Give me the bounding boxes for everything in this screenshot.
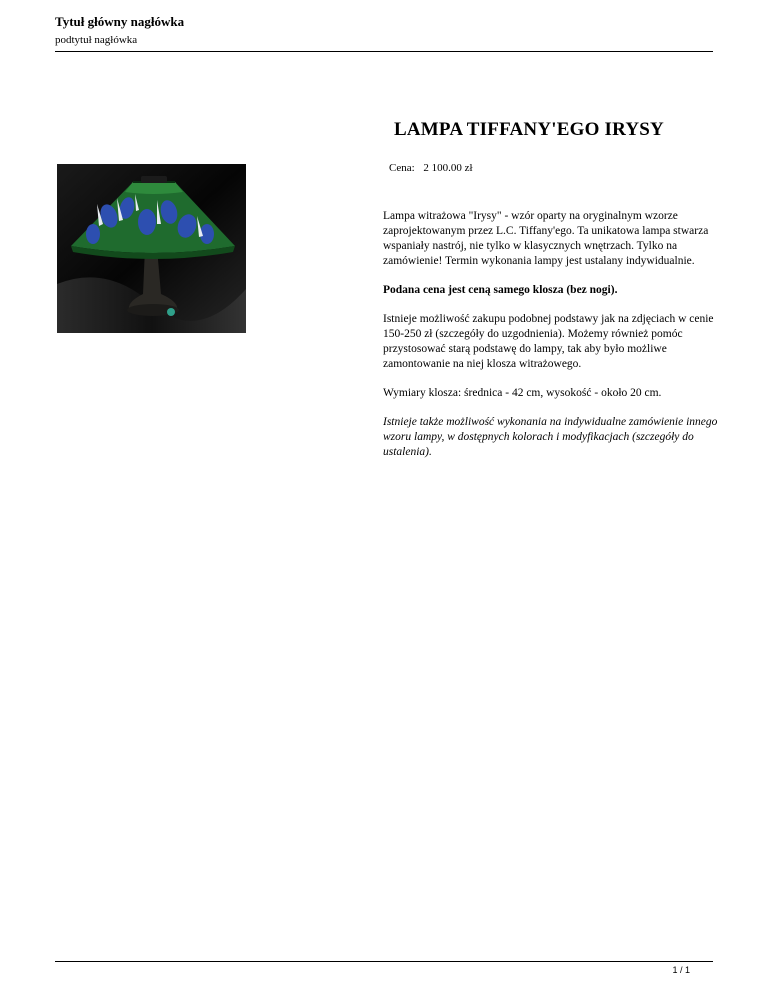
product-image bbox=[57, 164, 246, 333]
footer-divider bbox=[55, 961, 713, 962]
page-number: 1 / 1 bbox=[672, 965, 690, 975]
price-value: 2 100.00 zł bbox=[423, 162, 473, 174]
header-title: Tytuł główny nagłówka bbox=[55, 14, 185, 29]
dimensions-paragraph: Wymiary klosza: średnica - 42 cm, wysokość - około 20 cm. bbox=[383, 387, 662, 399]
product-description bbox=[383, 209, 718, 474]
header-subtitle: podtytuł nagłówka bbox=[55, 34, 138, 46]
price-note: Podana cena jest ceną samego klosza (bez nogi). bbox=[383, 284, 618, 296]
description-paragraph: Lampa witrażowa "Irysy" - wzór oparty na oryginalnym wzorze zaprojektowanym przez L.C. Tiffany'ego. Ta unikatowa lampa stwarza wspaniały nastrój, nie tylko w klasycznych wnętrzach. Tylko na zamówienie! Termin wykonania lampy jest ustalany indywidualnie. bbox=[383, 210, 709, 267]
price-row bbox=[389, 162, 473, 174]
product-title: LAMPA TIFFANY'EGO IRYSY bbox=[394, 119, 664, 140]
page-header bbox=[55, 14, 713, 47]
header-divider bbox=[55, 51, 713, 52]
lamp-photo-icon bbox=[57, 164, 246, 333]
price-label: Cena: bbox=[389, 162, 415, 174]
custom-order-note: Istnieje także możliwość wykonania na indywidualne zamówienie innego wzoru lampy, w dostępnych kolorach i modyfikacjach (szczegóły do ustalenia). bbox=[383, 416, 718, 458]
description-paragraph: Istnieje możliwość zakupu podobnej podstawy jak na zdjęciach w cenie 150-250 zł (szczegóły do uzgodnienia). Możemy również pomóc przystosować starą podstawę do lampy, tak aby było możliwe zamontowanie na niej klosza witrażowego. bbox=[383, 313, 714, 370]
